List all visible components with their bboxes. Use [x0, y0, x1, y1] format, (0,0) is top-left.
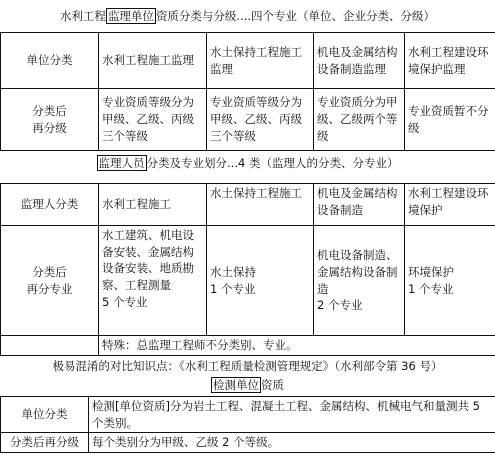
- table-cell: 专业资质等级分为甲级、乙级、丙级三个等级: [99, 89, 207, 151]
- section3-title-boxed: 检测单位: [213, 378, 259, 392]
- table-cell: 水土保持工程施工监理: [207, 33, 314, 89]
- table-row: [1, 184, 495, 226]
- row-label: 单位分类: [1, 33, 99, 89]
- row-label: [1, 336, 99, 356]
- table-cell: 水利工程建设环境保护监理: [405, 33, 495, 89]
- section1-title-boxed: 监理单位: [107, 9, 154, 23]
- section3-heading: [0, 377, 495, 394]
- row-label: 监理人分类: [1, 184, 99, 226]
- section2-title-boxed: 监理人员: [98, 156, 145, 170]
- table-row: [1, 397, 495, 433]
- table-row: [1, 433, 495, 453]
- table-row: [1, 33, 495, 89]
- section3-intro: 极易混淆的对比知识点：《水利工程质量检测管理规定》（水利部令第 36 号）: [52, 359, 443, 373]
- section1-title-pre: 水利工程: [59, 9, 106, 23]
- row-label: 分类后 再分专业: [1, 226, 99, 336]
- table-row: [1, 89, 495, 151]
- table-cell: 检测[单位资质]分为岩土工程、混凝土工程、金属结构、机械电气和量测共 5 个类别。: [89, 397, 495, 433]
- table-cell: 专业资质暂不分级: [405, 89, 495, 151]
- section1-title-post: 资质分类与分级....四个专业（单位、企业分类、分级）: [155, 9, 436, 23]
- section1-heading: [0, 8, 495, 25]
- table-row: [1, 226, 495, 336]
- section2-heading: [0, 155, 495, 172]
- table-cell: 专业资质等级分为甲级、乙级、丙级三个等级: [207, 89, 314, 151]
- table-cell: 专业资质分为甲级、乙级两个等级: [314, 89, 405, 151]
- table-cell: 机电及金属结构设备制造: [314, 184, 405, 226]
- row-label: 分类后 再分级: [1, 89, 99, 151]
- section3-title-post: 资质: [261, 378, 284, 392]
- table-cell: 每个类别分为甲级、乙级 2 个等级。: [89, 433, 495, 453]
- table-cell: 机电及金属结构设备制造监理: [314, 33, 405, 89]
- row-label: 单位分类: [1, 397, 89, 433]
- section2-title-post: 分类及专业划分...4 类（监理人的分类、分专业）: [146, 156, 399, 170]
- supervisor-personnel-table: [0, 183, 495, 356]
- table-cell: 水土保持工程施工: [207, 184, 314, 226]
- supervision-unit-table: [0, 32, 495, 151]
- row-label: 分类后再分级: [1, 433, 89, 453]
- table-cell: 机电设备制造、金属结构设备制造 2 个专业: [314, 226, 405, 336]
- testing-unit-table: [0, 396, 495, 453]
- table-cell: 水土保持 1 个专业: [207, 226, 314, 336]
- table-cell: 环境保护 1 个专业: [405, 226, 495, 336]
- table-cell: 水利工程建设环境保护: [405, 184, 495, 226]
- special-note: 特殊：总监理工程师不分类别、专业。: [99, 336, 495, 356]
- table-cell: 水工建筑、机电设备安装、金属结构设备安装、地质勘察、工程测量 5 个专业: [99, 226, 207, 336]
- table-cell: 水利工程施工监理: [99, 33, 207, 89]
- table-cell: 水利工程施工: [99, 184, 207, 226]
- table-row: [1, 336, 495, 356]
